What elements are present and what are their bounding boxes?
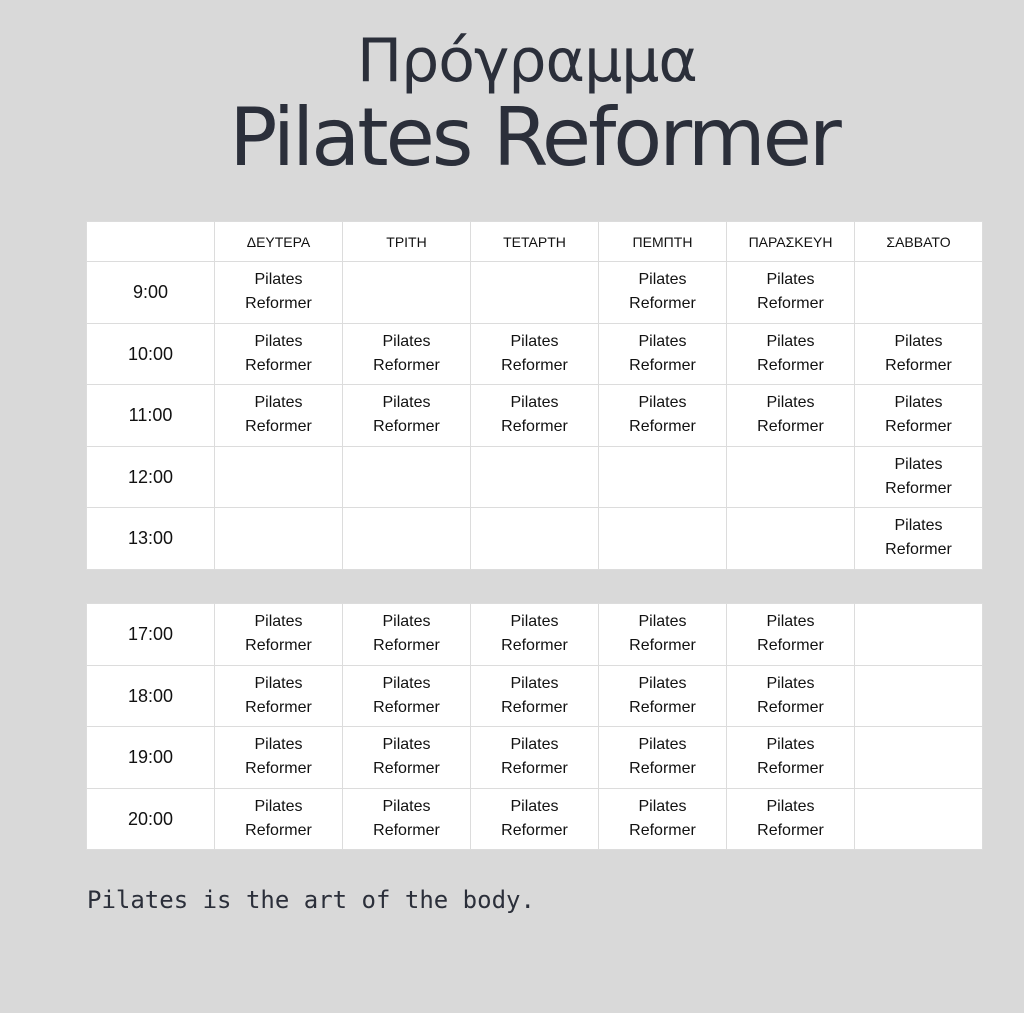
class-cell <box>215 508 343 570</box>
table-row <box>87 788 983 850</box>
time-cell: 19:00 <box>87 727 215 789</box>
class-cell: Pilates Reformer <box>215 788 343 850</box>
time-cell: 12:00 <box>87 446 215 508</box>
class-cell: Pilates Reformer <box>343 385 471 447</box>
class-cell <box>855 665 983 727</box>
class-cell: Pilates Reformer <box>471 385 599 447</box>
class-cell: Pilates Reformer <box>599 727 727 789</box>
class-cell: Pilates Reformer <box>215 262 343 324</box>
time-cell: 18:00 <box>87 665 215 727</box>
table-row <box>87 385 983 447</box>
class-cell: Pilates Reformer <box>343 788 471 850</box>
class-cell <box>599 508 727 570</box>
time-cell: 13:00 <box>87 508 215 570</box>
time-cell: 9:00 <box>87 262 215 324</box>
class-cell: Pilates Reformer <box>727 788 855 850</box>
class-cell <box>471 508 599 570</box>
header-day-cell: ΤΕΤΑΡΤΗ <box>471 222 599 262</box>
class-cell: Pilates Reformer <box>215 604 343 666</box>
class-cell: Pilates Reformer <box>727 727 855 789</box>
schedule-table-evening <box>86 603 983 850</box>
schedule-table-morning <box>86 221 983 570</box>
class-cell: Pilates Reformer <box>727 262 855 324</box>
table-row <box>87 508 983 570</box>
class-cell: Pilates Reformer <box>471 323 599 385</box>
class-cell: Pilates Reformer <box>471 727 599 789</box>
class-cell: Pilates Reformer <box>727 604 855 666</box>
class-cell <box>471 446 599 508</box>
header-row <box>87 222 983 262</box>
footer-tagline: Pilates is the art of the body. <box>87 886 535 914</box>
page-title-line-2: Pilates Reformer <box>229 91 839 184</box>
table-row <box>87 262 983 324</box>
class-cell: Pilates Reformer <box>215 323 343 385</box>
class-cell: Pilates Reformer <box>599 323 727 385</box>
class-cell: Pilates Reformer <box>599 665 727 727</box>
header-day-cell: ΣΑΒΒΑΤΟ <box>855 222 983 262</box>
class-cell: Pilates Reformer <box>215 385 343 447</box>
header-corner-cell <box>87 222 215 262</box>
class-cell: Pilates Reformer <box>855 446 983 508</box>
class-cell: Pilates Reformer <box>215 727 343 789</box>
class-cell <box>471 262 599 324</box>
class-cell <box>855 262 983 324</box>
class-cell: Pilates Reformer <box>343 323 471 385</box>
class-cell: Pilates Reformer <box>343 665 471 727</box>
class-cell: Pilates Reformer <box>727 385 855 447</box>
class-cell <box>727 446 855 508</box>
class-cell <box>343 446 471 508</box>
table-row <box>87 604 983 666</box>
table-row <box>87 323 983 385</box>
class-cell <box>855 727 983 789</box>
time-cell: 17:00 <box>87 604 215 666</box>
class-cell: Pilates Reformer <box>215 665 343 727</box>
class-cell: Pilates Reformer <box>343 604 471 666</box>
table-row <box>87 727 983 789</box>
header-day-cell: ΤΡΙΤΗ <box>343 222 471 262</box>
class-cell: Pilates Reformer <box>727 665 855 727</box>
class-cell: Pilates Reformer <box>471 788 599 850</box>
class-cell: Pilates Reformer <box>855 385 983 447</box>
class-cell: Pilates Reformer <box>855 508 983 570</box>
class-cell <box>343 262 471 324</box>
class-cell: Pilates Reformer <box>471 604 599 666</box>
time-cell: 10:00 <box>87 323 215 385</box>
table-row <box>87 665 983 727</box>
page-title-line-1: Πρόγραμμα <box>357 26 697 96</box>
class-cell: Pilates Reformer <box>599 262 727 324</box>
class-cell: Pilates Reformer <box>599 788 727 850</box>
class-cell <box>855 604 983 666</box>
time-cell: 11:00 <box>87 385 215 447</box>
class-cell <box>215 446 343 508</box>
class-cell <box>343 508 471 570</box>
class-cell: Pilates Reformer <box>855 323 983 385</box>
class-cell: Pilates Reformer <box>599 385 727 447</box>
class-cell <box>599 446 727 508</box>
class-cell: Pilates Reformer <box>599 604 727 666</box>
header-day-cell: ΠΑΡΑΣΚΕΥΗ <box>727 222 855 262</box>
table-row <box>87 446 983 508</box>
class-cell <box>855 788 983 850</box>
class-cell: Pilates Reformer <box>727 323 855 385</box>
class-cell <box>727 508 855 570</box>
class-cell: Pilates Reformer <box>471 665 599 727</box>
class-cell: Pilates Reformer <box>343 727 471 789</box>
time-cell: 20:00 <box>87 788 215 850</box>
header-day-cell: ΠΕΜΠΤΗ <box>599 222 727 262</box>
header-day-cell: ΔΕΥΤΕΡΑ <box>215 222 343 262</box>
